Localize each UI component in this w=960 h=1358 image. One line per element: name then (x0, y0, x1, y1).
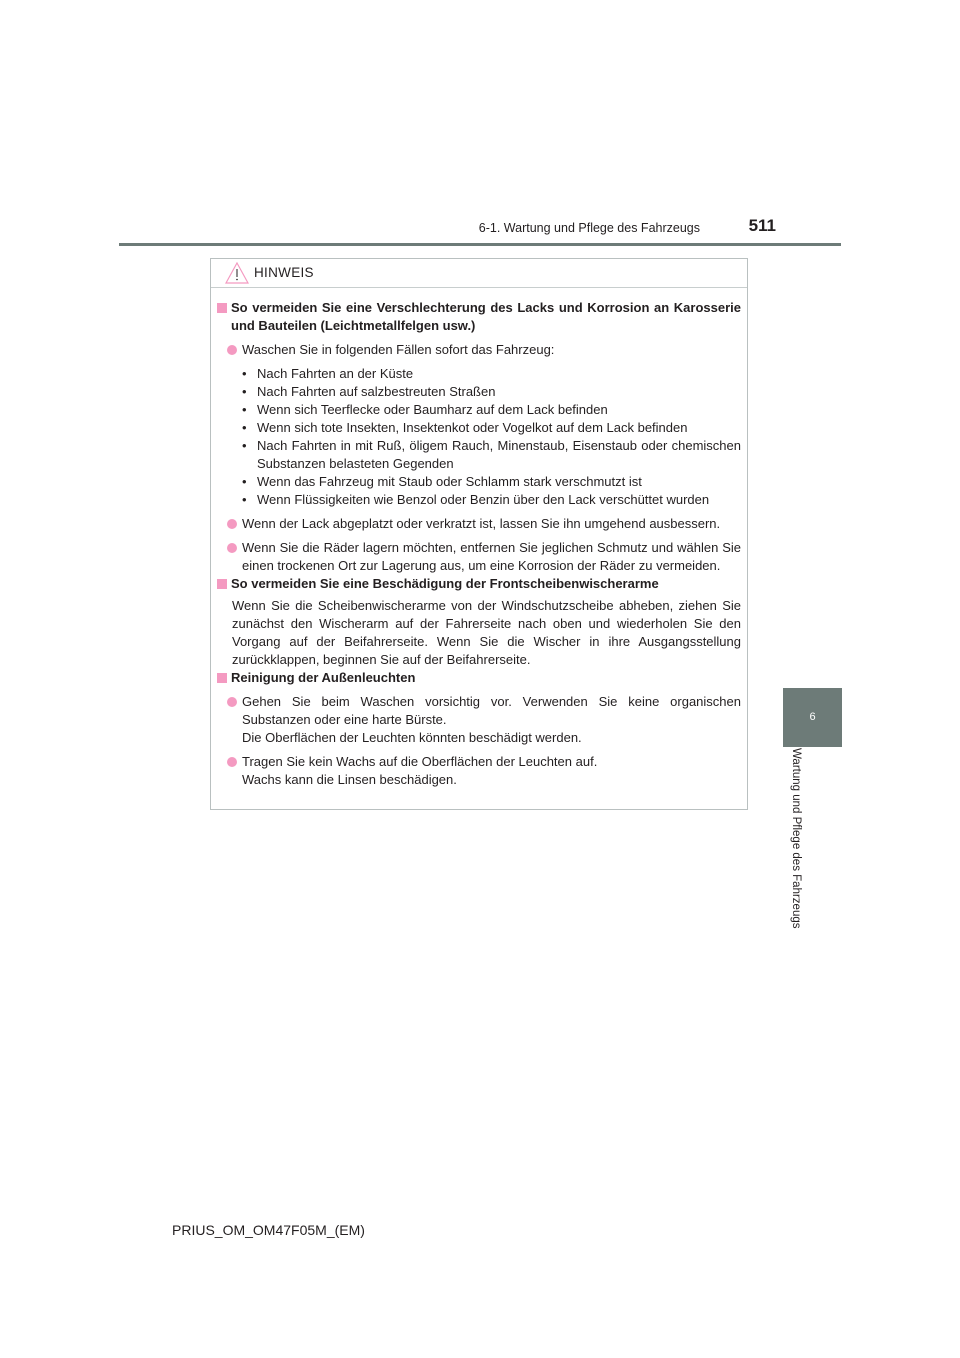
section-square-icon (217, 673, 227, 683)
section-title: Reinigung der Außenleuchten (231, 670, 416, 685)
chapter-number: 6 (809, 711, 816, 723)
list-item: • Wenn sich Teerflecke oder Baumharz auf dem Lack befinden (242, 402, 608, 417)
section-paragraph: Wenn Sie die Scheibenwischerarme von der Windschutzscheibe abheben, ziehen Sie zunächst den Wischerarm auf der Fahrerseite nach oben und wiederholen Sie den Vorgang auf der Beifahrerseite. Wenn Sie die Wischer in ihre Ausgangsstellung zurückklappen, beginnen Sie auf der Beifahrerseite. (232, 598, 741, 667)
warning-triangle-icon (225, 262, 249, 284)
bullet-dot-icon (227, 757, 237, 767)
list-item: • Nach Fahrten in mit Ruß, öligem Rauch, Minenstaub, Eisenstaub oder chemischen Substanzen belasteten Gegenden (242, 438, 741, 471)
item-text: Wenn Sie die Räder lagern möchten, entfernen Sie jeglichen Schmutz und wählen Sie einen trockenen Ort zur Lagerung aus, um eine Korrosion der Räder zu vermeiden. (242, 540, 741, 573)
chapter-title-vertical: Wartung und Pflege des Fahrzeugs (790, 748, 802, 929)
page-number: 511 (748, 216, 776, 235)
list-item: • Wenn das Fahrzeug mit Staub oder Schlamm stark verschmutzt ist (242, 474, 642, 489)
list-item: • Nach Fahrten an der Küste (242, 366, 414, 381)
section-title: So vermeiden Sie eine Beschädigung der Frontscheibenwischerarme (231, 576, 659, 591)
bullet-dot-icon (227, 697, 237, 707)
section-square-icon (217, 303, 227, 313)
bullet-list (217, 365, 741, 509)
notice-box (210, 258, 748, 810)
item-note: Die Oberflächen der Leuchten könnten beschädigt werden. (242, 730, 582, 745)
notice-body (211, 288, 747, 789)
bullet-dot-icon (227, 543, 237, 553)
section-square-icon (217, 579, 227, 589)
list-item: • Wenn sich tote Insekten, Insektenkot oder Vogelkot auf dem Lack befinden (242, 420, 688, 435)
header-section-title: 6-1. Wartung und Pflege des Fahrzeugs (478, 221, 700, 235)
list-item: • Nach Fahrten auf salzbestreuten Straßen (242, 384, 496, 399)
item-text: Gehen Sie beim Waschen vorsichtig vor. Verwenden Sie keine organischen Substanzen oder eine harte Bürste. (242, 694, 741, 727)
bullet-dot-icon (227, 519, 237, 529)
notice-section (217, 575, 741, 669)
item-text: Wenn der Lack abgeplatzt oder verkratzt ist, lassen Sie ihn umgehend ausbessern. (242, 516, 721, 531)
notice-section (217, 299, 741, 575)
notice-header (211, 259, 747, 288)
item-note: Wachs kann die Linsen beschädigen. (242, 772, 457, 787)
bullet-dot-icon (227, 345, 237, 355)
item-text: Tragen Sie kein Wachs auf die Oberflächen der Leuchten auf. (242, 754, 598, 769)
chapter-tab (783, 688, 842, 747)
list-item: • Wenn Flüssigkeiten wie Benzol oder Benzin über den Lack verschüttet wurden (242, 492, 710, 507)
item-text: Waschen Sie in folgenden Fällen sofort das Fahrzeug: (242, 342, 555, 357)
document-code: PRIUS_OM_OM47F05M_(EM) (172, 1222, 365, 1238)
notice-section (217, 669, 741, 789)
header-rule (119, 243, 841, 246)
section-title: So vermeiden Sie eine Verschlechterung des Lacks und Korrosion an Karosserie und Bauteilen (Leichtmetallfelgen usw.) (231, 300, 741, 333)
notice-title: HINWEIS (254, 265, 314, 280)
